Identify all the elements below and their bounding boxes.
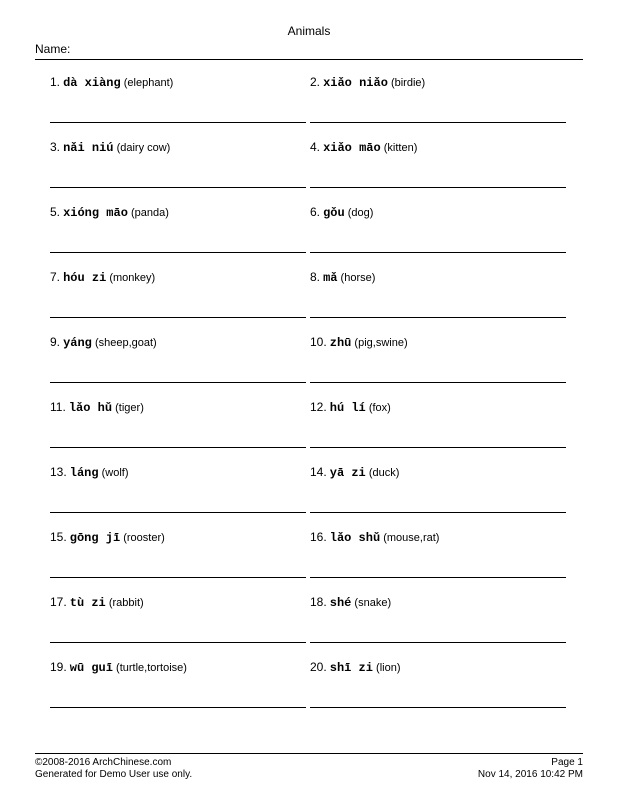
worksheet-item bbox=[310, 400, 391, 415]
item-number: 11. bbox=[50, 400, 66, 414]
item-english: (tiger) bbox=[115, 402, 144, 414]
item-pinyin: gǒu bbox=[323, 206, 345, 220]
item-english: (pig,swine) bbox=[354, 337, 408, 349]
answer-line[interactable] bbox=[310, 707, 566, 708]
item-english: (elephant) bbox=[123, 77, 174, 89]
footer-rule bbox=[35, 753, 583, 754]
item-pinyin: yā zi bbox=[329, 466, 366, 480]
answer-line[interactable] bbox=[50, 577, 306, 578]
item-pinyin: nǎi niú bbox=[63, 141, 114, 155]
item-number: 16. bbox=[310, 530, 327, 544]
item-english: (turtle,tortoise) bbox=[116, 662, 187, 674]
answer-line[interactable] bbox=[310, 512, 566, 513]
answer-line[interactable] bbox=[310, 122, 566, 123]
answer-line[interactable] bbox=[310, 382, 566, 383]
item-english: (dog) bbox=[347, 207, 374, 219]
worksheet-item bbox=[310, 205, 373, 220]
answer-line[interactable] bbox=[50, 382, 306, 383]
generated-text: Generated for Demo User use only. bbox=[35, 769, 193, 780]
item-number: 13. bbox=[50, 465, 67, 479]
item-english: (fox) bbox=[368, 402, 391, 414]
item-number: 17. bbox=[50, 595, 67, 609]
worksheet-item bbox=[50, 400, 144, 415]
worksheet-item bbox=[310, 595, 391, 610]
answer-line[interactable] bbox=[50, 187, 306, 188]
item-english: (mouse,rat) bbox=[383, 532, 440, 544]
item-number: 12. bbox=[310, 400, 327, 414]
item-number: 6. bbox=[310, 205, 321, 219]
answer-line[interactable] bbox=[50, 642, 306, 643]
item-pinyin: dà xiàng bbox=[63, 76, 121, 90]
item-pinyin: zhū bbox=[329, 336, 352, 350]
worksheet-item bbox=[50, 595, 144, 610]
item-english: (birdie) bbox=[390, 77, 426, 89]
item-english: (monkey) bbox=[109, 272, 156, 284]
item-pinyin: xióng māo bbox=[63, 206, 128, 220]
item-number: 15. bbox=[50, 530, 67, 544]
answer-line[interactable] bbox=[310, 577, 566, 578]
item-pinyin: láng bbox=[69, 466, 99, 480]
answer-line[interactable] bbox=[50, 512, 306, 513]
item-number: 19. bbox=[50, 660, 67, 674]
worksheet-item bbox=[310, 335, 408, 350]
footer-left bbox=[35, 757, 192, 781]
worksheet-item bbox=[310, 465, 399, 480]
worksheet-item bbox=[50, 660, 187, 675]
worksheet-item bbox=[310, 140, 417, 155]
item-english: (rooster) bbox=[123, 532, 165, 544]
worksheet-item bbox=[50, 465, 129, 480]
item-number: 4. bbox=[310, 140, 321, 154]
item-pinyin: lǎo shǔ bbox=[329, 531, 381, 545]
item-pinyin: xiǎo māo bbox=[323, 141, 381, 155]
item-number: 1. bbox=[50, 75, 61, 89]
item-number: 2. bbox=[310, 75, 321, 89]
worksheet-item bbox=[50, 140, 170, 155]
worksheet-item bbox=[50, 205, 169, 220]
worksheet-item bbox=[50, 530, 165, 545]
answer-line[interactable] bbox=[310, 187, 566, 188]
name-label: Name: bbox=[35, 42, 71, 56]
item-english: (snake) bbox=[354, 597, 392, 609]
answer-line[interactable] bbox=[310, 252, 566, 253]
answer-line[interactable] bbox=[50, 447, 306, 448]
item-english: (dairy cow) bbox=[116, 142, 171, 154]
item-english: (horse) bbox=[340, 272, 376, 284]
answer-line[interactable] bbox=[50, 317, 306, 318]
answer-line[interactable] bbox=[50, 252, 306, 253]
item-pinyin: gōng jī bbox=[69, 531, 121, 545]
item-number: 9. bbox=[50, 335, 61, 349]
worksheet-item bbox=[50, 335, 157, 350]
item-pinyin: shé bbox=[329, 596, 352, 610]
footer-right bbox=[478, 757, 583, 781]
copyright-text: ©2008-2016 ArchChinese.com bbox=[35, 757, 172, 768]
page-number: Page 1 bbox=[551, 757, 583, 768]
answer-line[interactable] bbox=[310, 317, 566, 318]
answer-line[interactable] bbox=[310, 642, 566, 643]
item-pinyin: hóu zi bbox=[63, 271, 107, 285]
item-number: 14. bbox=[310, 465, 327, 479]
answer-line[interactable] bbox=[50, 707, 306, 708]
item-english: (sheep,goat) bbox=[94, 337, 157, 349]
item-english: (duck) bbox=[368, 467, 400, 479]
item-pinyin: tù zi bbox=[69, 596, 106, 610]
item-english: (wolf) bbox=[101, 467, 129, 479]
item-english: (rabbit) bbox=[108, 597, 144, 609]
item-english: (panda) bbox=[130, 207, 169, 219]
answer-line[interactable] bbox=[50, 122, 306, 123]
item-english: (kitten) bbox=[383, 142, 418, 154]
item-number: 7. bbox=[50, 270, 61, 284]
item-pinyin: lǎo hǔ bbox=[68, 401, 113, 415]
worksheet-item bbox=[50, 75, 173, 90]
worksheet-item bbox=[310, 75, 425, 90]
item-number: 3. bbox=[50, 140, 61, 154]
item-pinyin: yáng bbox=[63, 336, 92, 350]
item-english: (lion) bbox=[376, 662, 401, 674]
item-number: 20. bbox=[310, 660, 327, 674]
worksheet-item bbox=[310, 530, 439, 545]
item-pinyin: shī zi bbox=[329, 661, 373, 675]
item-number: 8. bbox=[310, 270, 321, 284]
item-pinyin: mǎ bbox=[323, 271, 338, 285]
item-number: 5. bbox=[50, 205, 61, 219]
worksheet-item bbox=[310, 270, 375, 285]
item-pinyin: hú lí bbox=[329, 401, 366, 415]
item-pinyin: xiǎo niǎo bbox=[323, 76, 388, 90]
worksheet-item bbox=[50, 270, 155, 285]
item-number: 18. bbox=[310, 595, 327, 609]
header-rule bbox=[35, 59, 583, 60]
item-number: 10. bbox=[310, 335, 327, 349]
page-title: Animals bbox=[287, 24, 331, 38]
generated-datetime: Nov 14, 2016 10:42 PM bbox=[477, 769, 583, 780]
answer-line[interactable] bbox=[310, 447, 566, 448]
item-pinyin: wū guī bbox=[69, 661, 113, 675]
worksheet-item bbox=[310, 660, 400, 675]
